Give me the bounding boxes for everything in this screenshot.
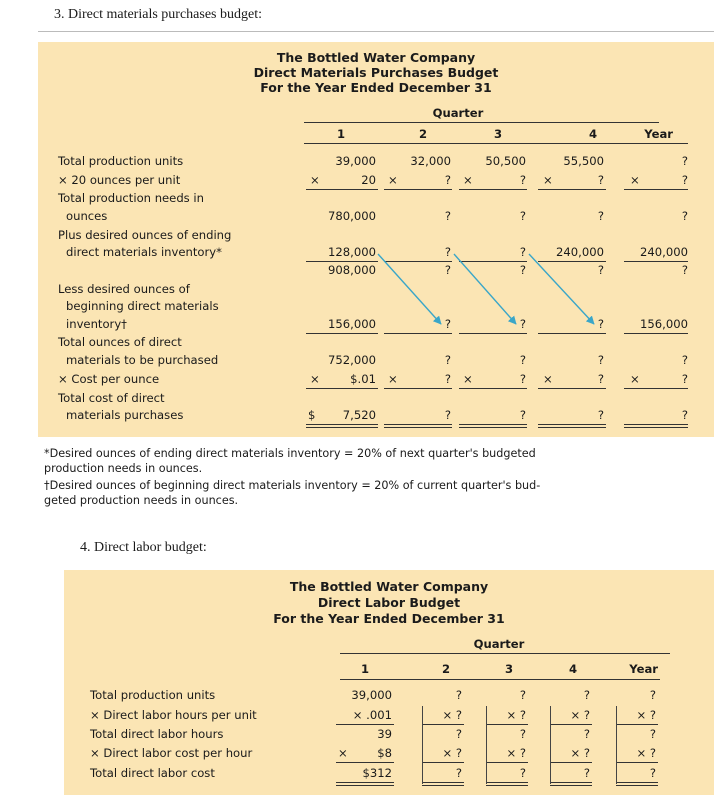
cell: ? (597, 209, 604, 223)
row-label-total-cost-2: materials purchases (66, 408, 184, 422)
times-sign: × (338, 746, 348, 760)
col-q3: 3 (504, 662, 514, 676)
cell: ? (444, 263, 451, 277)
carryover-arrow-q1-q2 (378, 254, 441, 324)
col-q2: 2 (441, 662, 451, 676)
cell: ? (583, 766, 590, 780)
cell: × ? (506, 708, 526, 722)
times-sign: × (388, 372, 398, 386)
cell: ? (444, 317, 451, 331)
cell: ? (597, 173, 604, 187)
cell: 156,000 (328, 317, 376, 331)
cell: ? (444, 245, 451, 259)
cell: ? (681, 154, 688, 168)
footnote-beginning: †Desired ounces of beginning direct materials inventory = 20% of current quarter's bud- (44, 479, 541, 492)
cell: ? (597, 408, 604, 422)
row-label-less-beginning-2: beginning direct materials (66, 299, 219, 313)
cell: ? (649, 727, 656, 741)
row-label-production-needs: Total production needs in (58, 191, 204, 205)
quarter-label: Quarter (473, 637, 525, 651)
section-3-heading: 3. Direct materials purchases budget: (54, 7, 262, 22)
row-label-hours-per-unit: × Direct labor hours per unit (90, 708, 257, 722)
footnote-ending-2: production needs in ounces. (44, 462, 203, 475)
carryover-arrow-q2-q3 (454, 254, 516, 324)
col-q4: 4 (588, 127, 598, 141)
header-rule (340, 679, 660, 680)
cell: 50,500 (485, 154, 526, 168)
row-label-total-ounces-2: materials to be purchased (66, 353, 219, 367)
row-label-plus-ending: Plus desired ounces of ending (58, 228, 232, 242)
times-sign: × (463, 372, 473, 386)
row-label-less-beginning-3: inventory† (66, 317, 127, 331)
cell: ? (519, 766, 526, 780)
double-underline (486, 782, 528, 786)
budget-period: For the Year Ended December 31 (260, 80, 492, 95)
underline (486, 762, 528, 763)
section-4-heading: 4. Direct labor budget: (80, 540, 207, 555)
row-label-plus-ending-2: direct materials inventory* (66, 245, 222, 259)
carryover-arrow-q3-q4 (529, 254, 594, 324)
cell: ? (519, 245, 526, 259)
row-label-cost-per-ounce: × Cost per ounce (58, 372, 160, 386)
quarter-label: Quarter (432, 106, 484, 120)
cell: ? (597, 317, 604, 331)
cell: $8 (377, 746, 392, 760)
cell: × ? (636, 708, 656, 722)
divider (38, 31, 714, 32)
cell: 780,000 (328, 209, 376, 223)
cell: 7,520 (342, 408, 376, 422)
dollar-sign: $ (308, 408, 316, 422)
column-divider (550, 706, 551, 784)
cell: 39,000 (351, 688, 392, 702)
column-divider (486, 706, 487, 784)
cell: × ? (636, 746, 656, 760)
cell: ? (519, 408, 526, 422)
cell: × .001 (352, 708, 392, 722)
company-name: The Bottled Water Company (276, 50, 476, 65)
cell: ? (519, 209, 526, 223)
col-q1: 1 (360, 662, 370, 676)
cell: ? (649, 688, 656, 702)
underline (550, 762, 592, 763)
labor-budget-panel (64, 570, 714, 795)
cell: ? (519, 317, 526, 331)
cell: $.01 (350, 372, 376, 386)
cell: ? (519, 727, 526, 741)
cell: 908,000 (328, 263, 376, 277)
cell: × ? (442, 708, 462, 722)
double-underline (422, 782, 464, 786)
cell: ? (519, 372, 526, 386)
row-label-total-cost: Total direct labor cost (90, 766, 215, 780)
cell: ? (444, 408, 451, 422)
col-q4: 4 (568, 662, 578, 676)
cell: ? (455, 766, 462, 780)
underline (422, 762, 464, 763)
purchases-budget-panel (38, 42, 714, 437)
row-label-production-units: Total production units (90, 688, 216, 702)
cell: 156,000 (640, 317, 688, 331)
cell: ? (455, 727, 462, 741)
cell: 39,000 (335, 154, 376, 168)
row-label-production-needs-2: ounces (66, 209, 108, 223)
underline (336, 762, 394, 763)
row-label-total-hours: Total direct labor hours (90, 727, 224, 741)
cell: 32,000 (410, 154, 451, 168)
row-label-production-units: Total production units (58, 154, 184, 168)
cell: $312 (362, 766, 392, 780)
quarter-rule (340, 653, 670, 654)
cell: 752,000 (328, 353, 376, 367)
column-divider (422, 706, 423, 784)
cell: ? (583, 688, 590, 702)
double-underline (336, 782, 394, 786)
underline (422, 724, 464, 725)
cell: ? (444, 173, 451, 187)
times-sign: × (388, 173, 398, 187)
company-name: The Bottled Water Company (289, 579, 489, 594)
cell: ? (444, 209, 451, 223)
col-q2: 2 (418, 127, 428, 141)
cell: 128,000 (328, 245, 376, 259)
times-sign: × (543, 372, 553, 386)
double-underline (550, 782, 592, 786)
underline (616, 762, 658, 763)
carryover-arrows (38, 42, 714, 437)
underline (486, 724, 528, 725)
cell: × ? (442, 746, 462, 760)
cell: 240,000 (640, 245, 688, 259)
row-label-cost-per-hour: × Direct labor cost per hour (90, 746, 253, 760)
times-sign: × (630, 372, 640, 386)
cell: ? (444, 372, 451, 386)
cell: ? (519, 353, 526, 367)
times-sign: × (543, 173, 553, 187)
cell: × ? (570, 708, 590, 722)
cell: ? (597, 353, 604, 367)
cell: ? (681, 173, 688, 187)
budget-title: Direct Labor Budget (317, 595, 461, 610)
cell: ? (455, 688, 462, 702)
cell: ? (444, 353, 451, 367)
cell: ? (681, 353, 688, 367)
cell: 240,000 (556, 245, 604, 259)
cell: ? (519, 688, 526, 702)
cell: 20 (361, 173, 376, 187)
times-sign: × (463, 173, 473, 187)
cell: ? (681, 263, 688, 277)
underline (550, 724, 592, 725)
cell: 55,500 (563, 154, 604, 168)
cell: ? (583, 727, 590, 741)
times-sign: × (310, 173, 320, 187)
row-label-total-cost: Total cost of direct (58, 391, 165, 405)
col-q1: 1 (336, 127, 346, 141)
cell: 39 (377, 727, 392, 741)
row-label-total-ounces: Total ounces of direct (58, 335, 182, 349)
cell: ? (681, 209, 688, 223)
underline (616, 724, 658, 725)
col-q3: 3 (493, 127, 503, 141)
budget-period: For the Year Ended December 31 (273, 611, 505, 626)
cell: × ? (570, 746, 590, 760)
footnote-ending: *Desired ounces of ending direct materials inventory = 20% of next quarter's budgeted (44, 447, 536, 460)
cell: ? (519, 263, 526, 277)
cell: ? (681, 408, 688, 422)
row-label-ounces-per-unit: × 20 ounces per unit (58, 173, 181, 187)
budget-title: Direct Materials Purchases Budget (253, 65, 499, 80)
times-sign: × (310, 372, 320, 386)
cell: ? (649, 766, 656, 780)
cell: ? (681, 372, 688, 386)
footnote-beginning-2: geted production needs in ounces. (44, 494, 239, 507)
underline (336, 724, 394, 725)
cell: × ? (506, 746, 526, 760)
cell: ? (597, 263, 604, 277)
cell: ? (519, 173, 526, 187)
col-year: Year (629, 662, 658, 676)
times-sign: × (630, 173, 640, 187)
row-label-less-beginning: Less desired ounces of (58, 282, 190, 296)
col-year: Year (644, 127, 673, 141)
cell: ? (597, 372, 604, 386)
column-divider (616, 706, 617, 784)
double-underline (616, 782, 658, 786)
